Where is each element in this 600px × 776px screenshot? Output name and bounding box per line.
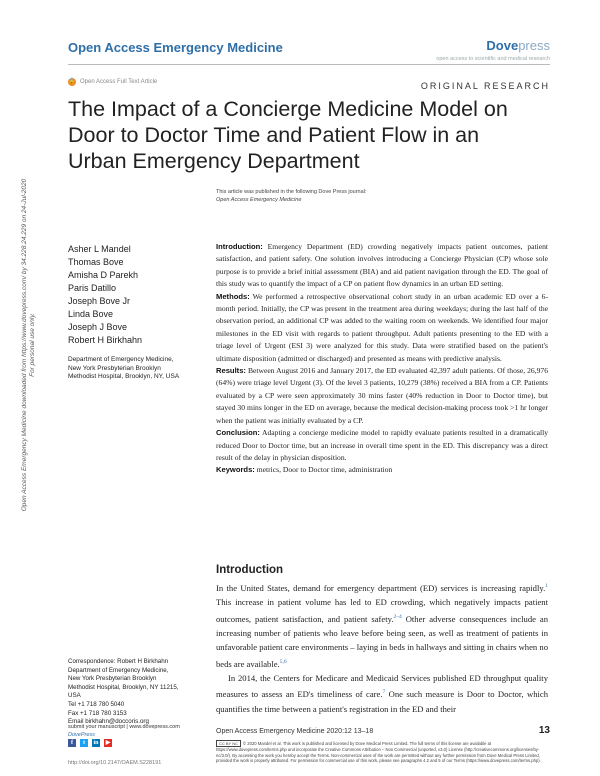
correspondence-line: New York Presbyterian Brooklyn: [68, 675, 157, 683]
open-access-badge: [68, 78, 157, 86]
header-divider: [68, 64, 550, 65]
intro-text: In 2014, the Centers for Medicare and Medicaid Services published ED throughput quality measures to assess an ED's timeliness of care.: [216, 673, 548, 700]
open-access-label: Open Access Full Text Article: [80, 79, 158, 85]
footer-submit: [68, 724, 180, 739]
author-list: [68, 243, 142, 347]
article-type: ORIGINAL RESEARCH: [420, 81, 550, 91]
correspondence: [68, 658, 208, 727]
correspondence-line: Department of Emergency Medicine,: [68, 666, 169, 674]
intro-text: In the United States, demand for emergency department (ED) services is increasing rapidly.: [216, 582, 546, 593]
abstract-keywords: [216, 464, 548, 476]
introduction-heading: Introduction: [216, 564, 284, 576]
introduction-body: [216, 579, 548, 716]
citation-link[interactable]: 1: [545, 583, 548, 589]
abstract-intro-label: Introduction:: [216, 242, 263, 251]
abstract-introduction: [216, 241, 548, 291]
affiliation-line: New York Presbyterian Brooklyn: [68, 364, 161, 372]
creative-commons-icon[interactable]: CC BY NC: [216, 740, 241, 747]
open-access-lock-icon: 🔓: [68, 79, 76, 85]
intro-paragraph-1: [216, 579, 548, 671]
facebook-icon[interactable]: f: [68, 739, 76, 747]
intro-paragraph-2: [216, 671, 548, 716]
abstract-conclusion-text: Adapting a concierge medicine model to rapidly evaluate patients resulted in a dramatically reduced Door to Doctor time, but an increase in overall time spent in the ED. This discrepancy was a direct result of the delay in physician disposition.: [216, 428, 548, 462]
linkedin-icon[interactable]: in: [93, 740, 99, 746]
affiliation: [68, 356, 208, 382]
intro-text: Other adverse consequences include an increasing number of patients who leave before being seen, as well as treatment of patients in unfavorable patient care environments – laying in beds in hallways and sitting in chairs when no beds are available.: [216, 613, 549, 669]
publisher-tagline: open access to scientific and medical research: [436, 56, 550, 62]
abstract-keywords-label: Keywords:: [216, 465, 255, 475]
dovepress-link[interactable]: DovePress: [68, 731, 95, 738]
journal-name: Open Access Emergency Medicine: [68, 40, 283, 55]
citation-link[interactable]: 5,6: [279, 658, 287, 665]
side-note-line2: For personal use only.: [29, 313, 36, 377]
article-title: The Impact of a Concierge Medicine Model on Door to Doctor Time and Patient Flow in an Urban Emergency Department: [68, 97, 508, 173]
abstract-results-label: Results:: [216, 366, 246, 376]
abstract-conclusion-label: Conclusion:: [216, 428, 260, 438]
abstract-results-text: Between August 2016 and January 2017, the ED evaluated 42,397 adult patients. Of those, 26,976 (64%) were triage level Urgent (3). Of the level 3 patients, 10,279 (38%) received a BIA from a CP. Patients evaluated by a CP were seen approximately 30 mins faster (40% reduction in Door to Doctor time), but stayed 30 mins longer in the ED on average, because the medical decision-making process took >1 hr longer when the patient was initially evaluated by a CP.: [216, 366, 548, 425]
correspondence-line: USA: [68, 692, 81, 700]
doi-link[interactable]: http://doi.org/10.2147/OAEM.S228191: [68, 760, 162, 766]
abstract-keywords-text: metrics, Door to Doctor time, administration: [254, 465, 393, 475]
intro-text: This increase in patient volume has led to ED crowding, which negatively impacts patient outcomes, patient satisfaction, and patient safety.: [216, 597, 548, 624]
license-body: © 2020 Mandel et al. This work is published and licensed by Dove Medical Press Limited. The full terms of this license are available at https://www.dovepress.com/terms.php and incorporate the Creative Commons Attribution – Non Commercial (unported, v3.0) License (http://creativecommons.org/licenses/by-nc/3.0/). By accessing the work you hereby accept the Terms. Non-commercial uses of the work are permitted without any further permission from Dove Medical Press Limited, provided the work is properly attributed. For permission for commercial use of this work, please see paragraphs 4.2 and 5 of our Terms (https://www.dovepress.com/terms.php).: [216, 741, 541, 763]
correspondence-email[interactable]: Email birkhahn@doccoris.org: [68, 718, 149, 726]
author: Joseph Bove Jr: [68, 296, 131, 306]
publication-note-line1: This article was published in the following Dove Press journal:: [216, 189, 367, 195]
publisher-main: Dove: [486, 38, 519, 53]
correspondence-line: Correspondence: Robert H Birkhahn: [68, 658, 169, 665]
abstract-methods: [216, 291, 548, 365]
affiliation-line: Department of Emergency Medicine,: [68, 356, 174, 363]
author: Joseph J Bove: [68, 322, 128, 332]
citation-link[interactable]: 2–4: [393, 613, 402, 620]
page-number: 13: [538, 725, 550, 736]
publication-note-journal[interactable]: Open Access Emergency Medicine: [216, 197, 302, 203]
author: Amisha D Parekh: [68, 270, 139, 280]
correspondence-fax: Fax +1 718 780 3153: [68, 709, 127, 717]
author: Robert H Birkhahn: [68, 335, 143, 345]
author: Asher L Mandel: [68, 244, 131, 254]
abstract-methods-text: We performed a retrospective observational cohort study in an urban academic ED over a 6-month period. Initially, the CP was present in the treatment area during weekdays; during the last half of the observation period, an additional CP was added to the waiting room on weekends. We identified four major milestones in the ED visit with regards to patient throughput. Adult patients presenting to the ED with a triage level of Urgent (ESI 3) were analyzed for this study. Data were stratified based on the patient's ultimate disposition (admitted or discharged) and presented as means with predictive analysis.: [216, 291, 548, 363]
abstract-methods-label: Methods:: [216, 291, 250, 301]
author: Linda Bove: [68, 309, 114, 319]
abstract-intro-text: Emergency Department (ED) crowding negatively impacts patient outcomes, patient satisfaction, and patient safety. One solution involves introducing a Concierge Physician (CP) whose sole purpose is to provide a brief initial assessment (BIA) and aid patient navigation through the ED. The goal of this study was to quantify the impact of a CP on patient flow dynamics in an urban ED setting.: [216, 242, 548, 289]
publisher-logo[interactable]: [486, 38, 550, 53]
license-text: [216, 740, 548, 763]
correspondence-tel: Tel +1 718 780 5040: [68, 700, 125, 708]
intro-text: One such measure is Door to Doctor, which quantifies the time between a patient's registration in the ED and their: [216, 689, 548, 714]
author: Thomas Bove: [68, 257, 124, 267]
abstract-conclusion: [216, 427, 548, 464]
publisher-suffix: press: [518, 38, 550, 53]
youtube-icon[interactable]: ▶: [105, 740, 111, 746]
publication-note: [216, 188, 366, 204]
abstract-results: [216, 365, 548, 427]
abstract: [216, 241, 548, 477]
side-download-note: [18, 140, 40, 550]
affiliation-line: Methodist Hospital, Brooklyn, NY, USA: [68, 373, 180, 380]
submit-link[interactable]: submit your manuscript | www.dovepress.com: [68, 724, 180, 730]
author: Paris Datillo: [68, 283, 117, 293]
citation-link[interactable]: 7: [382, 689, 386, 696]
social-links: [68, 739, 112, 747]
correspondence-line: Methodist Hospital, Brooklyn, NY 11215,: [68, 683, 179, 691]
footer-journal-ref: Open Access Emergency Medicine 2020:12 13–18: [216, 728, 374, 735]
side-note-line1: Open Access Emergency Medicine downloaded from https://www.dovepress.com/ by 34.228.24.229 on 24-Jul-2020: [21, 178, 28, 512]
twitter-icon[interactable]: t: [80, 739, 88, 747]
